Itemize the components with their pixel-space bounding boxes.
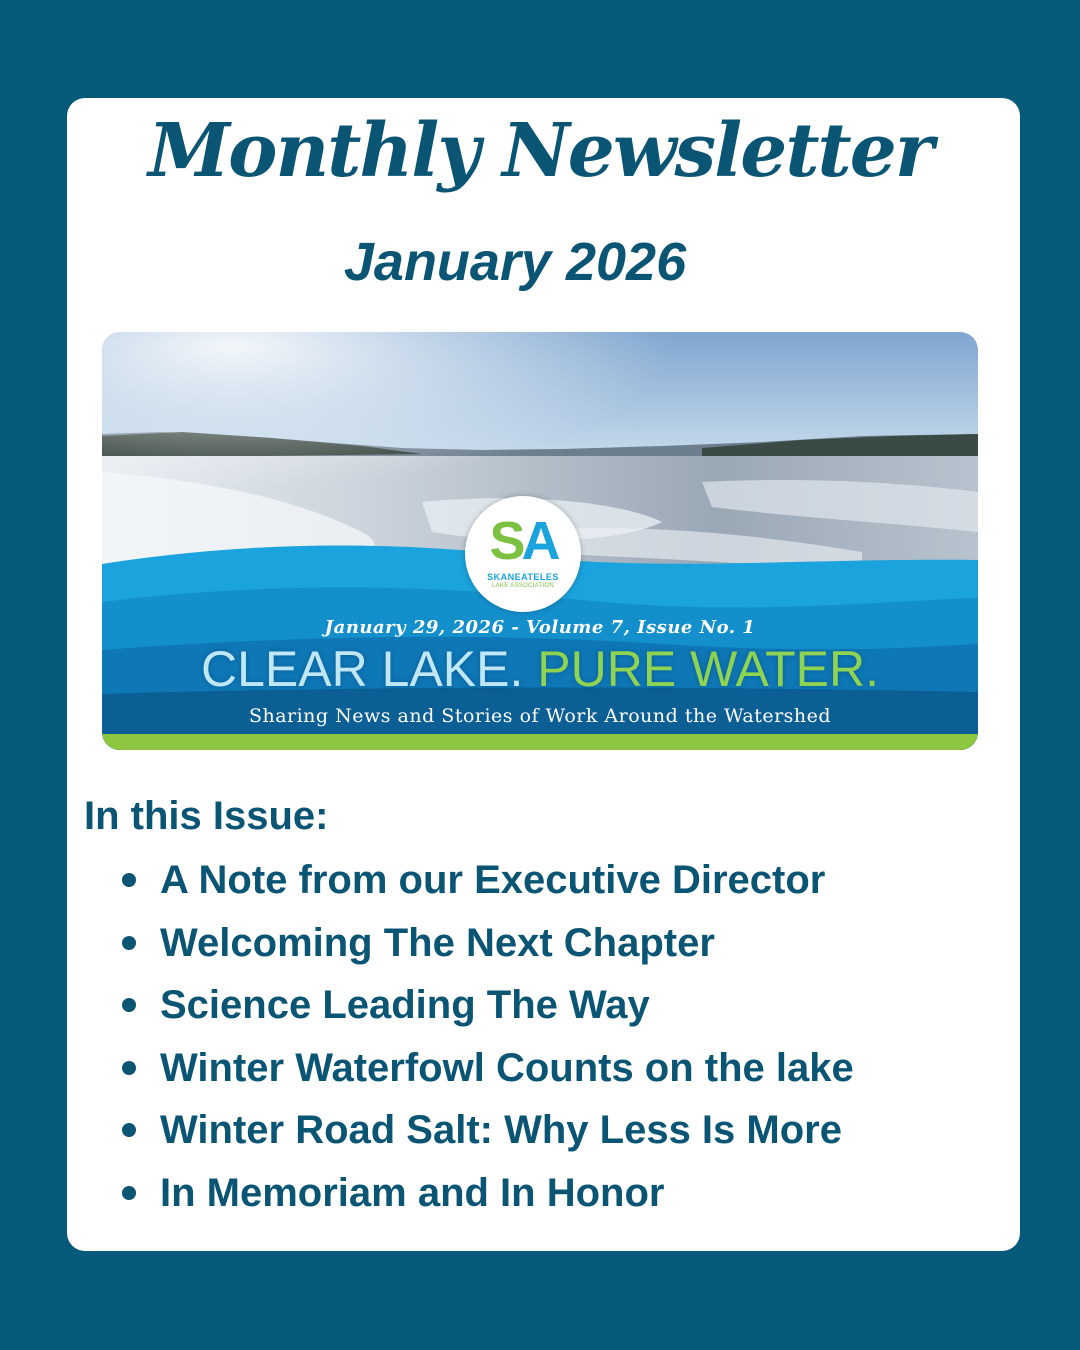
bullet-icon [122, 998, 136, 1012]
sharing-line: Sharing News and Stories of Work Around the Watershed [248, 705, 832, 727]
list-item [118, 854, 854, 917]
logo-letters: SA [489, 511, 557, 571]
list-item-label: Science Leading The Way [160, 983, 650, 1027]
newsletter-date: January 2026 [343, 232, 687, 292]
bullet-icon [122, 1123, 136, 1137]
list-item [118, 1042, 854, 1105]
list-item [118, 1167, 854, 1230]
tagline [102, 641, 978, 697]
bullet-icon [122, 1186, 136, 1200]
list-item [118, 917, 854, 980]
logo-name: SKANEATELES [487, 572, 559, 582]
list-item-label: Winter Waterfowl Counts on the lake [160, 1045, 854, 1090]
list-item-label: A Note from our Executive Director [160, 858, 826, 902]
tagline-part1: CLEAR LAKE. [201, 641, 524, 697]
tagline-part2: PURE WATER. [537, 641, 879, 697]
list-item [118, 979, 854, 1042]
list-item-label: Winter Road Salt: Why Less Is More [160, 1108, 842, 1152]
issue-line: January 29, 2026 - Volume 7, Issue No. 1 [324, 617, 756, 638]
bullet-icon [122, 936, 136, 950]
list-item [118, 1104, 854, 1167]
contents-heading: In this Issue: [84, 794, 329, 838]
newsletter-title: Monthly Newsletter [148, 108, 932, 194]
skaneateles-logo [465, 496, 581, 612]
contents-list [118, 854, 854, 1229]
bullet-icon [122, 1061, 136, 1075]
list-item-label: Welcoming The Next Chapter [160, 920, 715, 965]
logo-subname: LAKE ASSOCIATION [491, 583, 555, 589]
list-item-label: In Memoriam and In Honor [160, 1170, 665, 1215]
bullet-icon [122, 873, 136, 887]
